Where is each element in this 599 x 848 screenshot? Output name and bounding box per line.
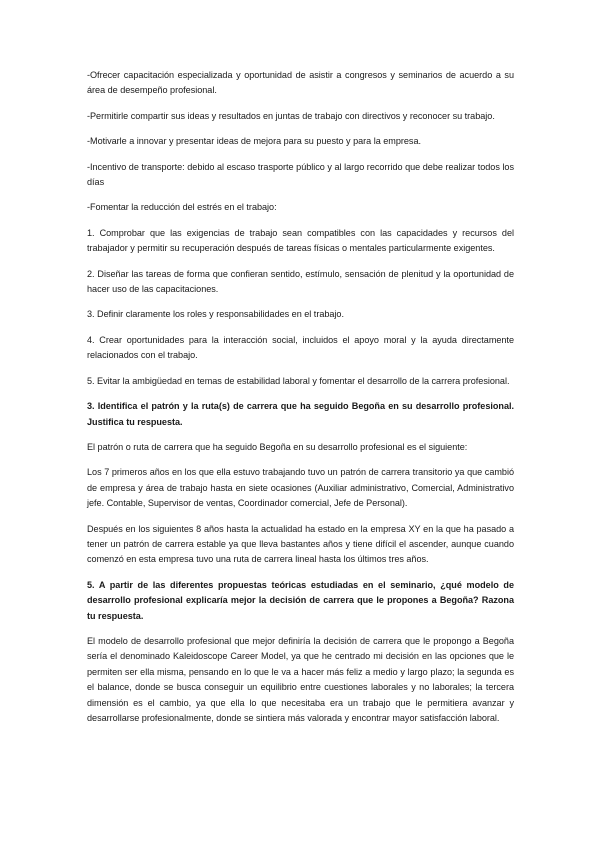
answer-5-kaleidoscope: El modelo de desarrollo profesional que mejor definiría la decisión de carrera que le propongo a Begoña sería el denominado Kaleidoscope Career Model, ya que he centrado mi decisión en las opciones que le permiten ser ella misma, pensando en lo que le va a hacer más feliz a medio y largo plazo; la segunda es el balance, donde se busca conseguir un equilibrio entre cuestiones laborales y no laborales; la tercera dimensión es el cambio, ya que ella lo que necesitaba era un trabajo que le permitiera avanzar y desarrollarse profesionalmente, donde se sintiera más valorada y encontrar mayor satisfacción laboral. [87,635,514,723]
paragraph-motivar-innovar: -Motivarle a innovar y presentar ideas de mejora para su puesto y para la empresa. [87,136,421,147]
list-item-1: 1. Comprobar que las exigencias de trabajo sean compatibles con las capacidades y recursos del trabajador y permitir su recuperación después de tareas físicas o mentales particularmente exigentes. [87,227,514,254]
answer-3-estable: Después en los siguientes 8 años hasta la actualidad ha estado en la empresa XY en la que ha pasado a tener un patrón de carrera estable ya que lleva bastantes años y tiene difícil el ascender, aunque cuando comenzó en esta empresa tuvo una ruta de carrera lineal hasta los últimos tres años. [87,523,514,565]
document-page [87,68,514,726]
paragraph-incentivo-transporte: -Incentivo de transporte: debido al escaso trasporte público y al largo recorrido que debe realizar todos los días [87,161,514,188]
paragraph-reduccion-estres: -Fomentar la reducción del estrés en el trabajo: [87,202,277,213]
list-item-5: 5. Evitar la ambigüedad en temas de estabilidad laboral y fomentar el desarrollo de la carrera profesional. [87,375,510,386]
list-item-3: 3. Definir claramente los roles y responsabilidades en el trabajo. [87,309,344,320]
question-5-heading: 5. A partir de las diferentes propuestas teóricas estudiadas en el seminario, ¿qué modelo de desarrollo profesional explicaría mejor la decisión de carrera que le propones a Begoña? Razona tu respuesta. [87,579,514,621]
paragraph-compartir-ideas: -Permitirle compartir sus ideas y resultados en juntas de trabajo con directivos y reconocer su trabajo. [87,110,495,121]
list-item-2: 2. Diseñar las tareas de forma que confieran sentido, estímulo, sensación de plenitud y la oportunidad de hacer uso de las capacitaciones. [87,268,514,295]
answer-3-transitorio: Los 7 primeros años en los que ella estuvo trabajando tuvo un patrón de carrera transitorio ya que cambió de empresa y área de trabajo hasta en siete ocasiones (Auxiliar administrativo, Comercial, Administrativo jefe. Contable, Supervisor de ventas, Coordinador comercial, Jefe de Personal). [87,467,514,509]
list-item-4: 4. Crear oportunidades para la interacción social, incluidos el apoyo moral y la ayuda directamente relacionados con el trabajo. [87,334,514,361]
answer-3-intro: El patrón o ruta de carrera que ha seguido Begoña en su desarrollo profesional es el siguiente: [87,441,468,452]
paragraph-capacitacion: -Ofrecer capacitación especializada y oportunidad de asistir a congresos y seminarios de acuerdo a su área de desempeño profesional. [87,70,514,96]
question-3-heading: 3. Identifica el patrón y la ruta(s) de carrera que ha seguido Begoña en su desarrollo profesional. Justifica tu respuesta. [87,401,514,427]
